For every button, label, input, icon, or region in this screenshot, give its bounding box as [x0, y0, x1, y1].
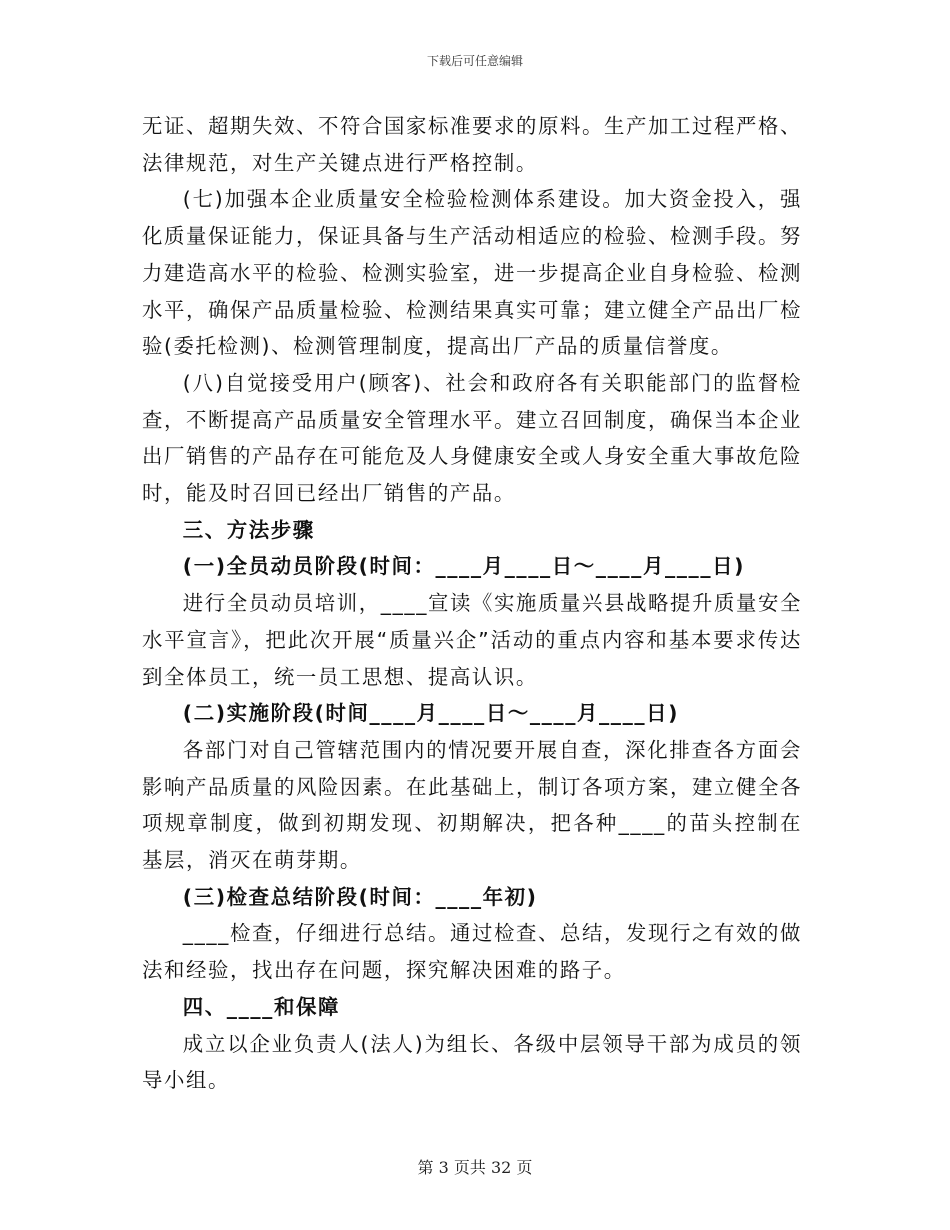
section-heading-guarantee: 四、____和保障 [182, 994, 340, 1019]
section-heading-methods-steps: 三、方法步骤 [182, 517, 315, 542]
paragraph-summary: ____检查，仔细进行总结。通过检查、总结，发现行之有效的做法和经验，找出存在问题，探究解决困难的路子。 [142, 921, 802, 983]
paragraph-raw-materials-control: 无证、超期失效、不符合国家标准要求的原料。生产加工过程严格、法律规范，对生产关键点进行严格控制。 [142, 114, 802, 175]
subheading-mobilization-stage: (一)全员动员阶段(时间：____月____日～____月____日) [182, 554, 746, 579]
page-header-note: 下载后可任意编辑 [426, 54, 523, 68]
paragraph-item-8-supervision-recall: (八)自觉接受用户(顾客)、社会和政府各有关职能部门的监督检查，不断提高产品质量安全管理水平。建立召回制度，确保当本企业出厂销售的产品存在可能危及人身健康安全或人身安全重大事故危险时，能及时召回已经出厂销售的产品。 [142, 370, 802, 506]
subheading-implementation-stage: (二)实施阶段(时间____月____日～____月____日) [182, 701, 680, 726]
document-body [142, 108, 802, 1099]
page-number-footer: 第 3 页共 32 页 [417, 1158, 533, 1177]
paragraph-mobilization-training: 进行全员动员培训，____宣读《实施质量兴县战略提升质量安全水平宣言》，把此次开展“质量兴企”活动的重点内容和基本要求传达到全体员工，统一员工思想、提高认识。 [142, 591, 802, 689]
paragraph-item-7-inspection-system: (七)加强本企业质量安全检验检测体系建设。加大资金投入，强化质量保证能力，保证具备与生产活动相适应的检验、检测手段。努力建造高水平的检验、检测实验室，进一步提高企业自身检验、检测水平，确保产品质量检验、检测结果真实可靠；建立健全产品出厂检验(委托检测)、检测管理制度，提高出厂产品的质量信誉度。 [142, 187, 802, 359]
paragraph-leadership-group: 成立以企业负责人(法人)为组长、各级中层领导干部为成员的领导小组。 [142, 1031, 802, 1093]
paragraph-self-inspection: 各部门对自己管辖范围内的情况要开展自查，深化排查各方面会影响产品质量的风险因素。在此基础上，制订各项方案，建立健全各项规章制度，做到初期发现、初期解决，把各种____的苗头控制在基层，消灭在萌芽期。 [142, 737, 802, 873]
subheading-inspection-summary-stage: (三)检查总结阶段(时间：____年初) [182, 884, 538, 909]
